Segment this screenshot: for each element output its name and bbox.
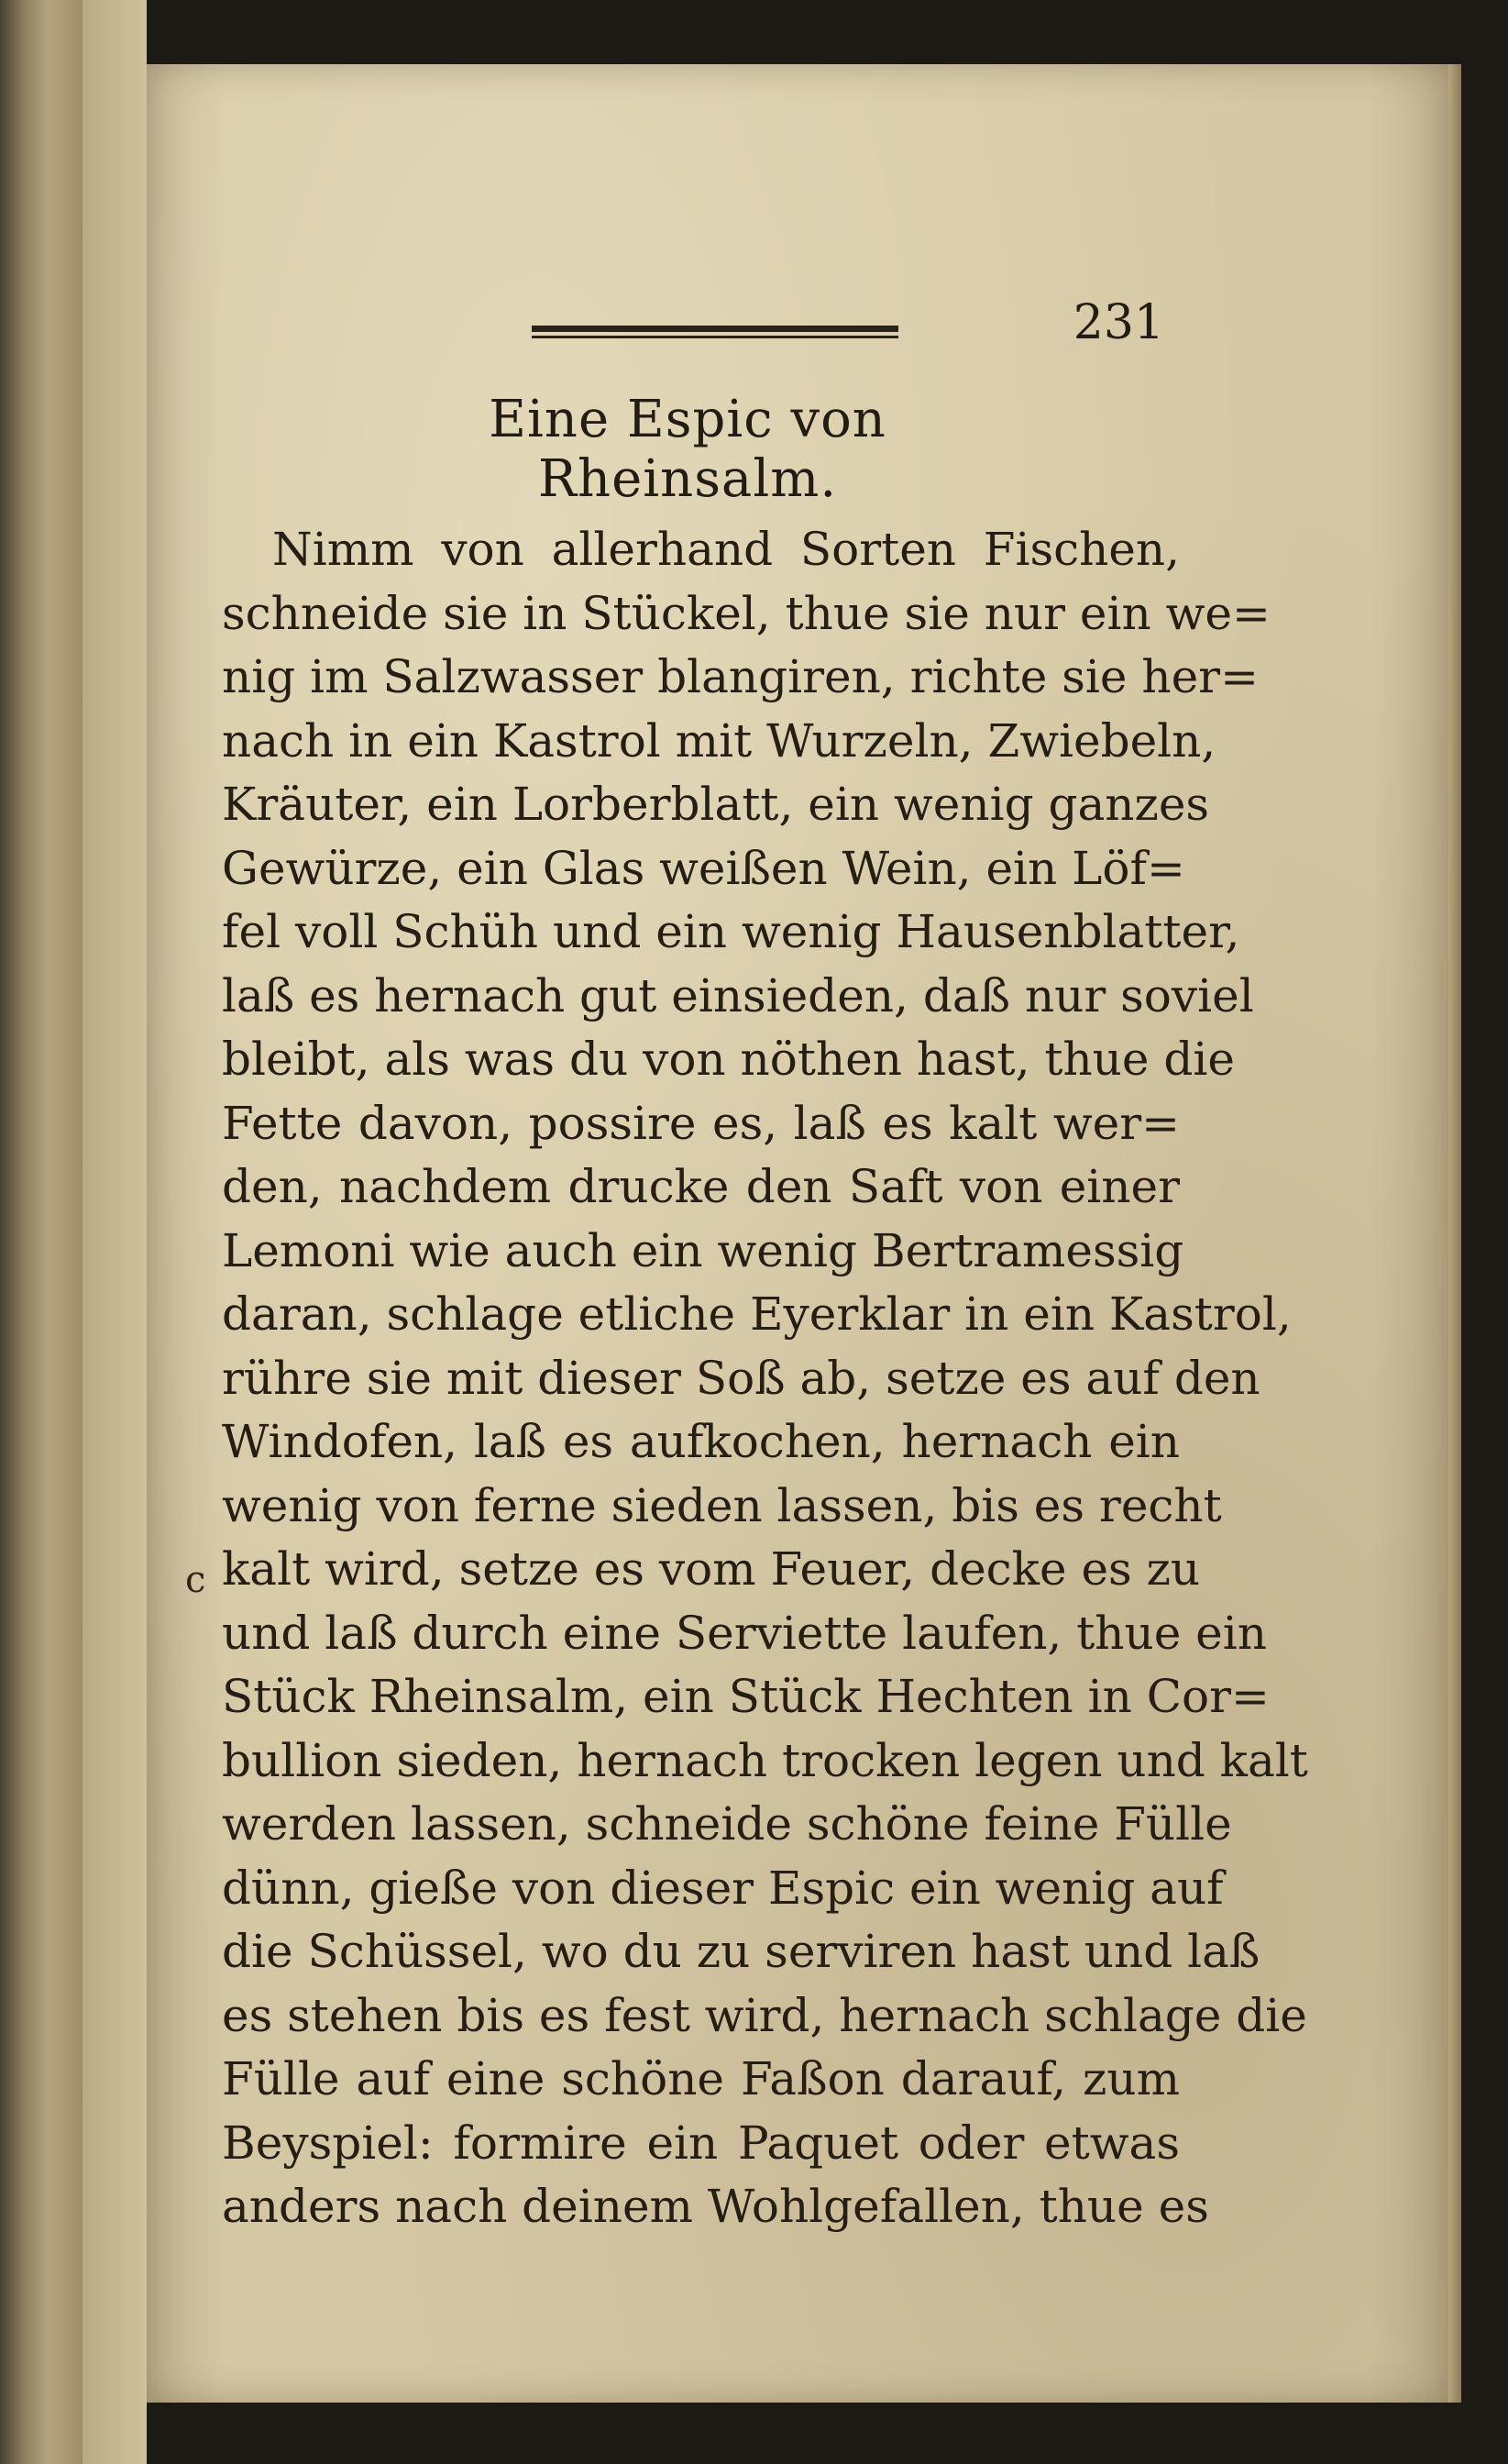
facing-page-edge [83, 0, 147, 2464]
text-line: anders nach deinem Wohlgefallen, thue es [222, 2180, 1209, 2233]
text-line: Fette davon, possire es, laß es kalt wer= [222, 1096, 1180, 1150]
text-line: Kräuter, ein Lorberblatt, ein wenig ganzes [222, 778, 1210, 831]
page-edge-shadow [1448, 64, 1461, 2403]
margin-mark: c [185, 1559, 206, 1601]
page-number: 231 [1073, 295, 1164, 350]
text-line: dünn, gieße von dieser Espic ein wenig auf [222, 1861, 1224, 1915]
text-line: und laß durch eine Serviette laufen, thue ein [222, 1606, 1267, 1660]
text-line: werden lassen, schneide schöne feine Fülle [222, 1797, 1232, 1851]
header-rule [532, 326, 898, 338]
text-line: daran, schlage etliche Eyerklar in ein Kastrol, [222, 1287, 1292, 1341]
text-line: kalt wird, setze es vom Feuer, decke es zu [222, 1542, 1201, 1596]
text-line: bleibt, als was du von nöthen hast, thue die [222, 1033, 1235, 1086]
text-line: den, nachdem drucke den Saft von einer [222, 1160, 1180, 1213]
text-line: rühre sie mit dieser Soß ab, setze es auf den [222, 1351, 1260, 1405]
text-line: es stehen bis es fest wird, hernach schlage die [222, 1988, 1307, 2042]
book-spine [0, 0, 83, 2464]
text-line: wenig von ferne sieden lassen, bis es recht [222, 1478, 1222, 1532]
text-line: Windofen, laß es aufkochen, hernach ein [222, 1415, 1180, 1468]
text-line: laß es hernach gut einsieden, daß nur soviel [222, 968, 1254, 1022]
text-line: die Schüssel, wo du zu serviren hast und laß [222, 1925, 1260, 1978]
text-line: fel voll Schüh und ein wenig Hausenblatter, [222, 905, 1240, 958]
text-line: bullion sieden, hernach trocken legen und kalt [222, 1733, 1308, 1787]
text-line: Lemoni wie auch ein wenig Bertramessig [222, 1223, 1184, 1277]
text-line: schneide sie in Stückel, thue sie nur ein we= [222, 586, 1271, 640]
text-line: Fülle auf eine schöne Faßon darauf, zum [222, 2052, 1180, 2105]
text-line: Beyspiel: formire ein Paquet oder etwas [222, 2116, 1180, 2170]
text-line: Stück Rheinsalm, ein Stück Hechten in Cor= [222, 1670, 1270, 1723]
recipe-body [222, 518, 1308, 2239]
text-line: nach in ein Kastrol mit Wurzeln, Zwiebeln, [222, 713, 1216, 768]
text-line: Nimm von allerhand Sorten Fischen, [272, 523, 1180, 576]
text-line: nig im Salzwasser blangiren, richte sie her= [222, 650, 1259, 703]
text-line: Gewürze, ein Glas weißen Wein, ein Löf= [222, 841, 1185, 895]
recipe-title: Eine Espic von Rheinsalm. [489, 390, 886, 509]
